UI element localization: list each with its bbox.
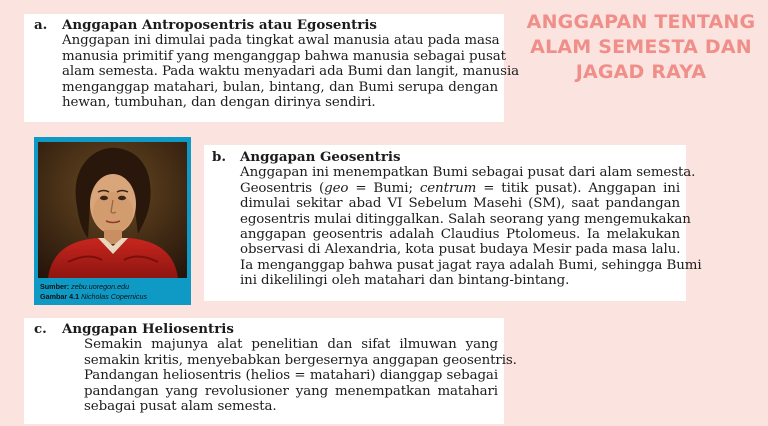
- source-label: Sumber:: [40, 282, 70, 291]
- title-line: ALAM SEMESTA DAN: [530, 36, 752, 58]
- section-a-body: [62, 33, 520, 111]
- caption-name: Nicholas Copernicus: [81, 292, 148, 301]
- section-c-body: [62, 337, 517, 415]
- body-line: manusia primitif yang menganggap bahwa manusia sebagai pusat: [62, 48, 506, 64]
- line-part: = Bumi;: [348, 180, 420, 196]
- section-c-heading: Anggapan Heliosentris: [62, 321, 234, 337]
- caption-label: Gambar 4.1: [40, 292, 80, 301]
- section-c-header: [34, 322, 498, 337]
- body-line: Semakin majunya alat penelitian dan sifat ilmuwan yang: [84, 337, 498, 353]
- figure-caption: [40, 282, 190, 302]
- section-b-header: [212, 150, 680, 165]
- section-b-body: [240, 165, 702, 289]
- body-line: alam semesta. Pada waktu menyadari ada Bumi dan langit, manusia: [62, 64, 520, 80]
- copernicus-figure: [34, 137, 191, 305]
- body-line: hewan, tumbuhan, dan dengan dirinya sendiri.: [62, 95, 376, 111]
- body-line: Ia menganggap bahwa pusat jagat raya adalah Bumi, sehingga Bumi: [240, 257, 702, 273]
- section-c-letter: c.: [34, 321, 47, 337]
- section-c-card: [24, 318, 517, 424]
- body-line: observasi di Alexandria, kota pusat budaya Mesir pada masa lalu.: [240, 242, 681, 258]
- page-title: [521, 10, 761, 85]
- line-part: Geosentris (: [240, 180, 325, 196]
- body-line: sebagai pusat alam semesta.: [84, 399, 277, 415]
- term-geo: geo: [324, 180, 349, 196]
- term-centrum: centrum: [419, 180, 477, 196]
- section-a-heading: Anggapan Antroposentris atau Egosentris: [62, 17, 377, 33]
- section-b-letter: b.: [212, 149, 227, 165]
- body-line: Anggapan ini dimulai pada tingkat awal manusia atau pada masa: [62, 33, 500, 49]
- body-line: ini dikelilingi oleh matahari dan bintang-bintang.: [240, 273, 570, 289]
- section-a-card: [24, 14, 520, 122]
- section-b-heading: Anggapan Geosentris: [240, 149, 401, 165]
- body-line: Pandangan heliosentris (helios = matahari) dianggap sebagai: [84, 368, 498, 384]
- title-line: ANGGAPAN TENTANG: [526, 11, 756, 33]
- body-line-geosentris: [240, 181, 680, 196]
- body-line: anggapan geosentris adalah Claudius Ptolomeus. Ia melakukan: [240, 227, 680, 243]
- body-line: semakin kritis, menyebabkan bergesernya anggapan geosentris.: [84, 352, 517, 368]
- body-line: dimulai sekitar abad VI Sebelum Masehi (SM), saat pandangan: [240, 196, 680, 212]
- title-line: JAGAD RAYA: [575, 61, 707, 83]
- figure-title: [40, 292, 190, 302]
- body-line: egosentris mulai ditinggalkan. Salah seorang yang mengemukakan: [240, 211, 691, 227]
- figure-source: [40, 282, 190, 292]
- body-line: pandangan yang revolusioner yang menempatkan matahari: [84, 383, 498, 399]
- copernicus-portrait-image: [38, 142, 187, 278]
- body-line: Anggapan ini menempatkan Bumi sebagai pusat dari alam semesta.: [240, 165, 696, 181]
- source-value: zebu.uoregon.edu: [71, 282, 130, 291]
- body-line: menganggap matahari, bulan, bintang, dan Bumi serupa dengan: [62, 79, 498, 95]
- line-part: = titik pusat). Anggapan ini: [476, 180, 681, 196]
- section-a-header: [34, 18, 498, 33]
- section-b-card: [204, 145, 702, 301]
- section-a-letter: a.: [34, 17, 48, 33]
